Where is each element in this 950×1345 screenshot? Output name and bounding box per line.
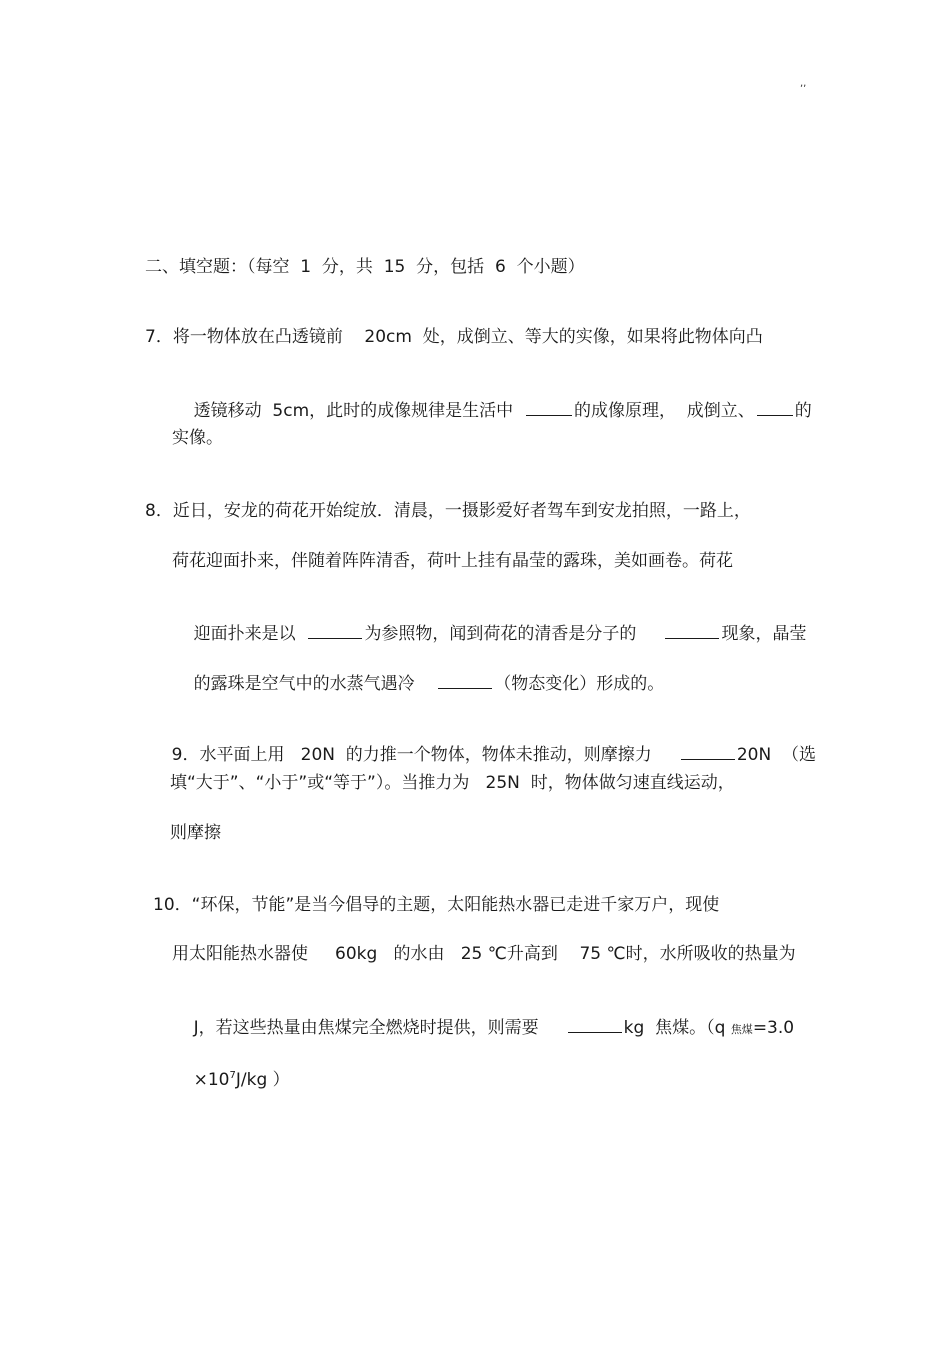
- corner-mark: ,,: [800, 78, 807, 89]
- q9-line-3: 则摩擦: [170, 823, 221, 843]
- q7-blank-1[interactable]: [526, 399, 572, 416]
- q7-text-a: 透镜移动 5cm，此时的成像规律是生活中: [193, 401, 524, 421]
- section-heading: 二、填空题：（每空 1 分，共 15 分，包括 6 个小题）: [145, 257, 585, 277]
- q8-line-2: 荷花迎面扑来，伴随着阵阵清香，荷叶上挂有晶莹的露珠，美如画卷。荷花: [172, 551, 733, 571]
- q9-text-a: 9．水平面上用 20N 的力推一个物体，物体未推动，则摩擦力: [171, 745, 679, 765]
- q8-line-4: [172, 650, 664, 717]
- q10-text-c: =3.0: [752, 1018, 795, 1038]
- q10-blank-1[interactable]: [568, 1016, 622, 1033]
- q8-text-e: （物态变化）形成的。: [494, 674, 665, 694]
- q8-blank-3[interactable]: [438, 672, 492, 689]
- q7-line-2: [172, 377, 812, 444]
- q7-line-3: 实像。: [172, 428, 223, 448]
- q10-exponent: 7: [229, 1070, 236, 1081]
- q7-text-b: 的成像原理， 成倒立、: [573, 401, 755, 421]
- q8-text-c: 现象，晶莹: [721, 624, 807, 644]
- q8-text-d: 的露珠是空气中的水蒸气遇冷: [193, 674, 437, 694]
- q8-blank-1[interactable]: [308, 622, 362, 639]
- q9-line-2: 填“大于”、“小于”或“等于”）。当推力为 25N 时，物体做匀速直线运动，: [170, 773, 735, 793]
- q8-text-a: 迎面扑来是以: [193, 624, 307, 644]
- q7-text-c: 的: [794, 401, 812, 421]
- q10-line-4: [172, 1043, 290, 1113]
- q7-blank-2[interactable]: [757, 399, 793, 416]
- q10-text-a: J，若这些热量由焦煤完全燃烧时提供，则需要: [193, 1018, 566, 1038]
- q10-line-1: 10．“环保，节能”是当今倡导的主题，太阳能热水器已走进千家万户，现使: [153, 895, 720, 915]
- q9-blank-1[interactable]: [681, 743, 735, 760]
- q7-line-1: 7．将一物体放在凸透镜前 20cm 处，成倒立、等大的实像，如果将此物体向凸: [145, 327, 763, 347]
- q10-text-e: J/kg ）: [235, 1070, 290, 1090]
- q8-text-b: 为参照物，闻到荷花的清香是分子的: [364, 624, 664, 644]
- q9-text-b: 20N （选: [736, 745, 816, 765]
- q8-blank-2[interactable]: [665, 622, 719, 639]
- q10-text-b: kg 焦煤。（q: [623, 1018, 731, 1038]
- q10-text-d: ×10: [193, 1070, 230, 1090]
- q8-line-1: 8．近日，安龙的荷花开始绽放．清晨，一摄影爱好者驾车到安龙拍照，一路上，: [145, 501, 751, 521]
- q10-line-2: 用太阳能热水器使 60kg 的水由 25 ℃升高到 75 ℃时，水所吸收的热量为: [172, 944, 796, 964]
- q10-subscript: 焦煤: [730, 1023, 753, 1036]
